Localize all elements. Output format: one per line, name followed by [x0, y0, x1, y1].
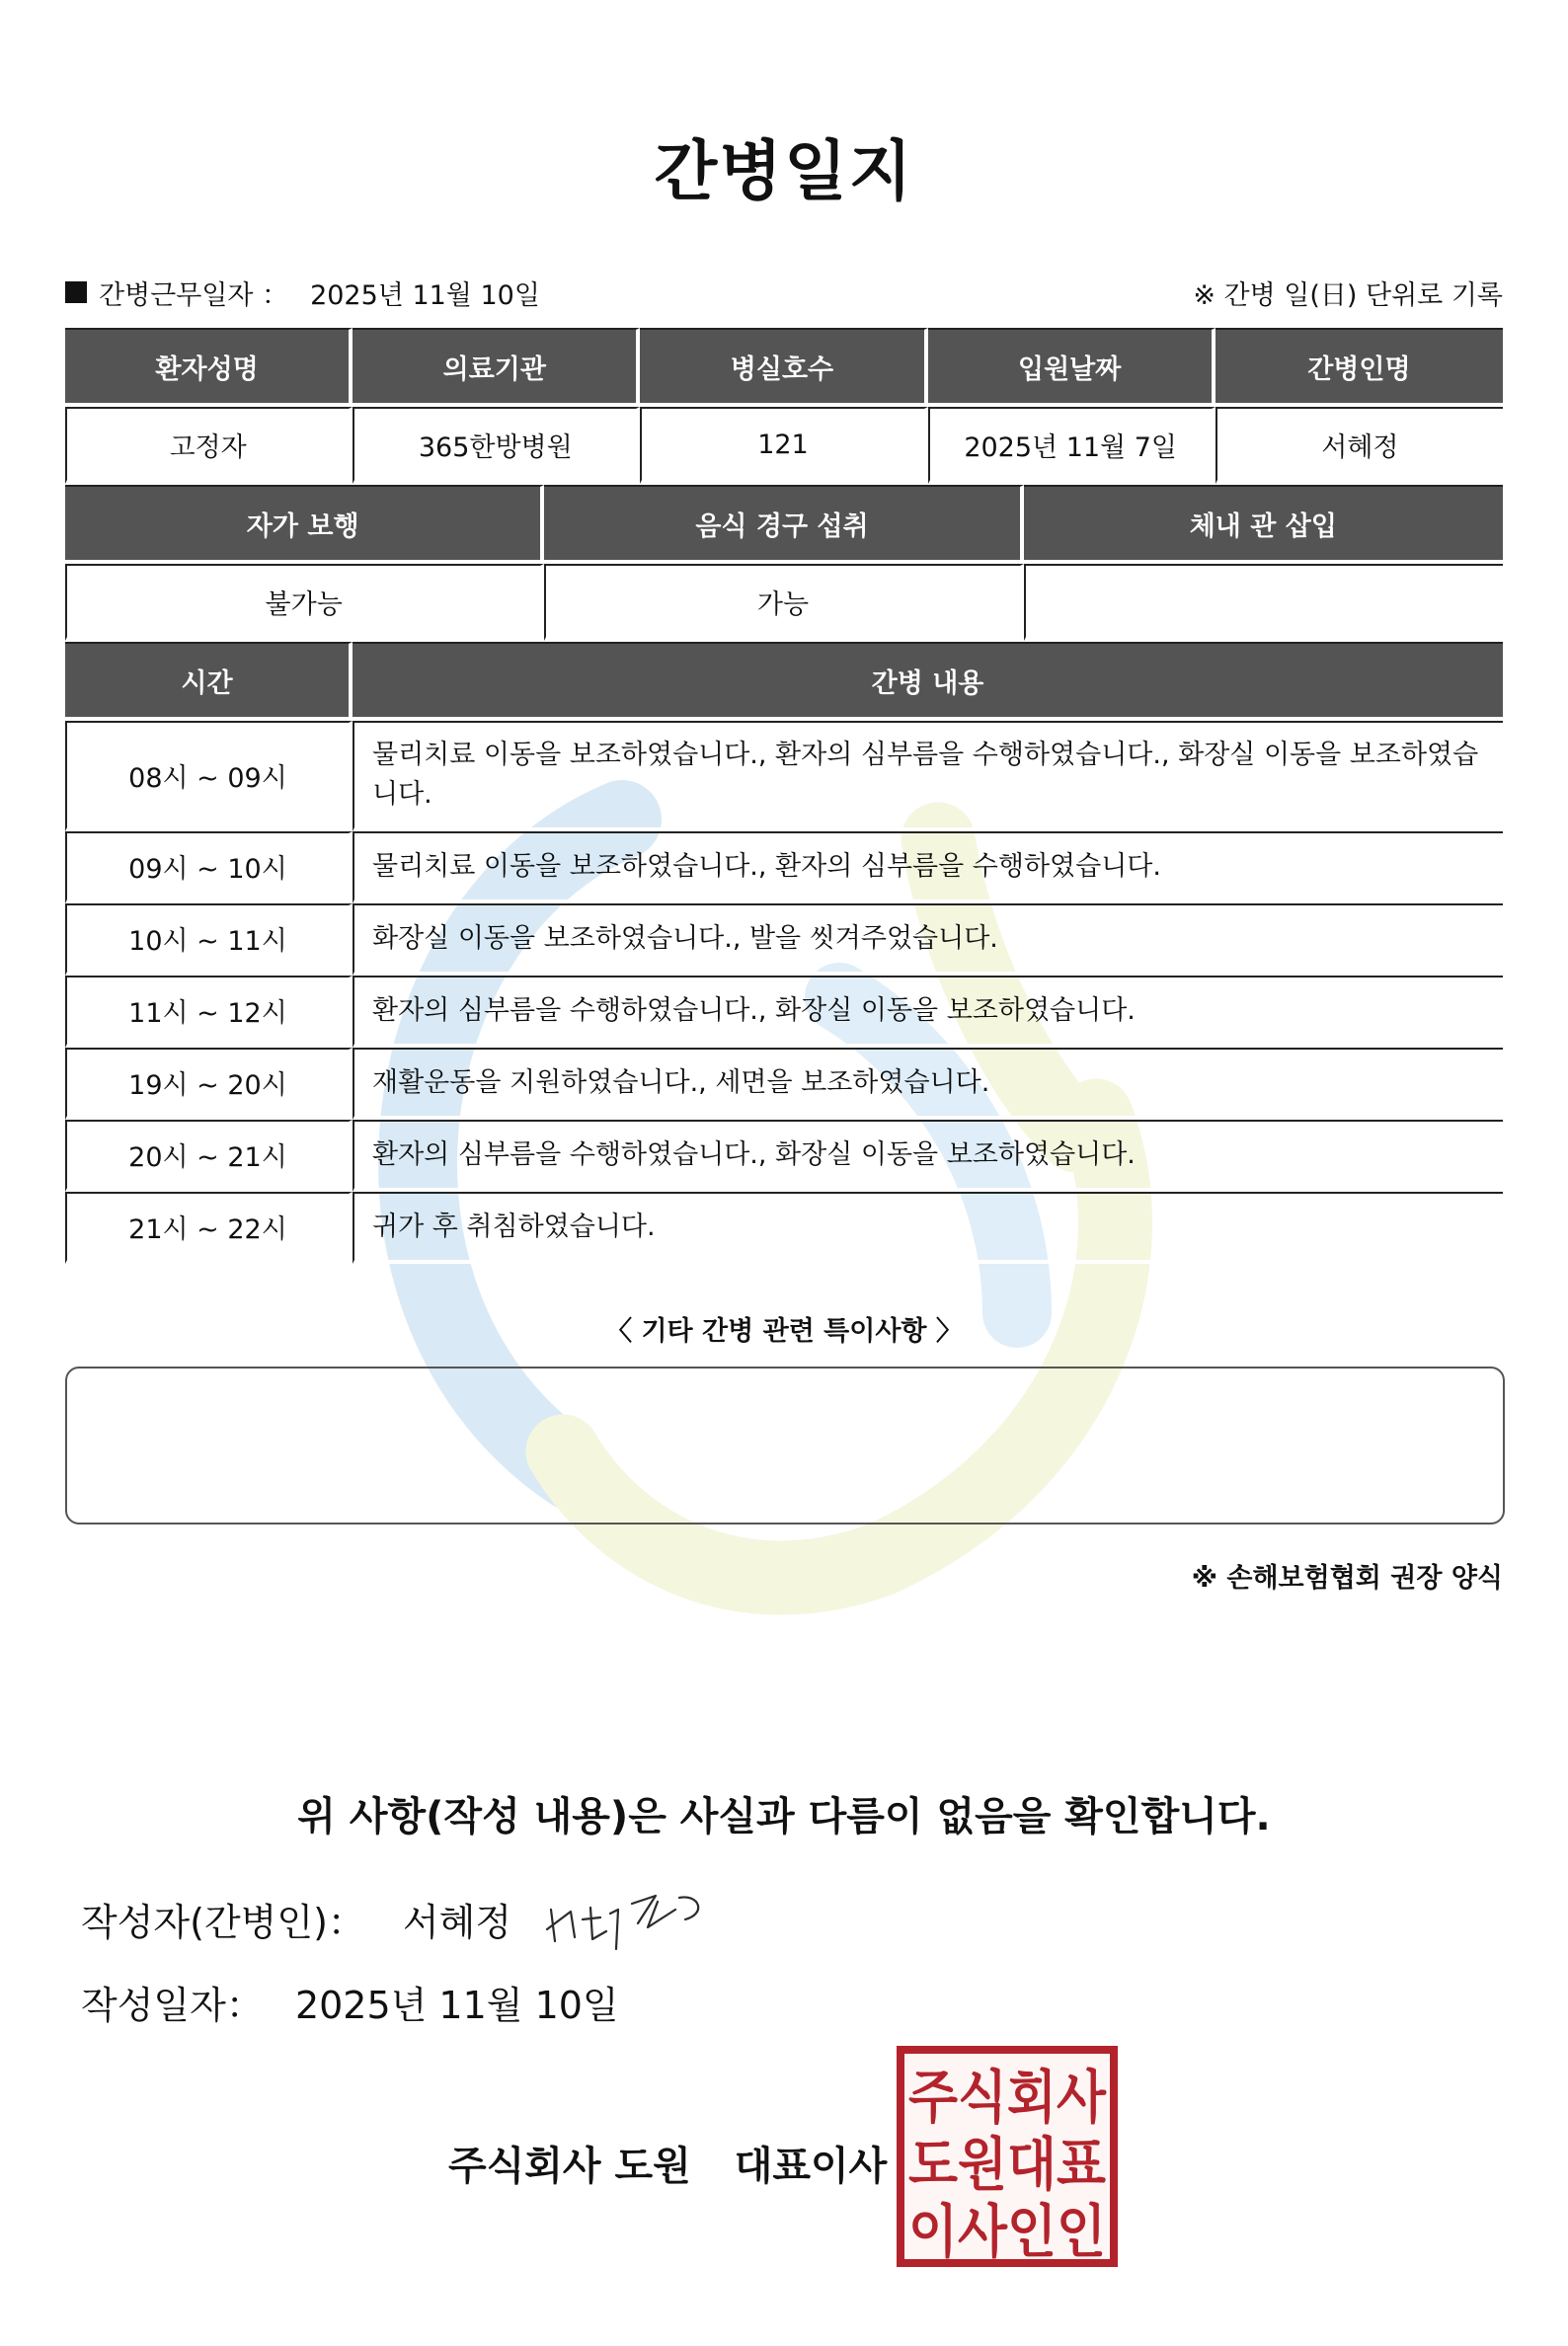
- table-row: [65, 1192, 1503, 1264]
- table-row: [65, 903, 1503, 976]
- form-source-note: ※ 손해보험협회 권장 양식: [1191, 1563, 1503, 1594]
- log-time: 10시 ~ 11시: [65, 903, 353, 976]
- hospital-name: 365한방병원: [353, 407, 640, 484]
- special-notes-box: [65, 1367, 1505, 1525]
- svg-text:이사인인: 이사인인: [908, 2198, 1106, 2265]
- representative-title: 대표이사: [734, 2144, 888, 2189]
- header-admission-date: 입원날짜: [928, 328, 1215, 407]
- table-row: [65, 976, 1503, 1048]
- header-self-walking: 자가 보행: [65, 485, 544, 564]
- writer-label: 작성자(간병인)：: [81, 1901, 365, 1944]
- document-title: 간병일지: [654, 133, 914, 209]
- log-time: 21시 ~ 22시: [65, 1192, 353, 1264]
- header-care-content: 간병 내용: [353, 642, 1503, 721]
- write-date-value: 2025년 11월 10일: [294, 1984, 619, 2027]
- log-time: 11시 ~ 12시: [65, 976, 353, 1048]
- oral-intake-value: 가능: [544, 564, 1023, 641]
- log-time: 20시 ~ 21시: [65, 1120, 353, 1192]
- header-time: 시간: [65, 642, 353, 721]
- company-seal-stamp: [897, 2046, 1118, 2267]
- header-caregiver-name: 간병인명: [1215, 328, 1503, 407]
- patient-name: 고정자: [65, 407, 353, 484]
- log-content: 귀가 후 취침하였습니다.: [353, 1192, 1503, 1264]
- header-tube-insertion: 체내 관 삽입: [1024, 485, 1503, 564]
- work-date-label: 간병근무일자 ：: [99, 279, 289, 311]
- header-oral-intake: 음식 경구 섭취: [544, 485, 1023, 564]
- table-row: [65, 721, 1503, 831]
- log-time: 19시 ~ 20시: [65, 1048, 353, 1120]
- svg-text:도원대표: 도원대표: [908, 2131, 1106, 2198]
- table-row: [65, 831, 1503, 903]
- room-number: 121: [640, 407, 927, 484]
- table-row: [65, 1048, 1503, 1120]
- record-unit-note: ※ 간병 일(日) 단위로 기록: [1193, 279, 1503, 311]
- caregiver-name: 서혜정: [1215, 407, 1503, 484]
- company-name: 주식회사 도원: [448, 2144, 691, 2189]
- writer-line: [81, 1892, 511, 1946]
- log-content: 물리치료 이동을 보조하였습니다., 환자의 심부름을 수행하였습니다.: [353, 831, 1503, 903]
- handwritten-signature: [541, 1880, 719, 1959]
- confirmation-statement: 위 사항(작성 내용)은 사실과 다름이 없음을 확인합니다.: [297, 1794, 1271, 1839]
- write-date-label: 작성일자：: [81, 1984, 264, 2027]
- table-row: [65, 1120, 1503, 1192]
- log-content: 물리치료 이동을 보조하였습니다., 환자의 심부름을 수행하였습니다., 화장실 이동을 보조하였습니다.: [353, 721, 1503, 831]
- work-date-value: 2025년 11월 10일: [310, 279, 540, 311]
- patient-status-table: [65, 485, 1503, 641]
- company-signature-line: [448, 2135, 887, 2191]
- admission-date: 2025년 11월 7일: [928, 407, 1215, 484]
- work-date: [65, 274, 540, 312]
- square-bullet-icon: [65, 281, 87, 303]
- special-notes-title: 〈 기타 간병 관련 특이사항 〉: [605, 1316, 963, 1347]
- tube-insertion-value: [1024, 564, 1503, 641]
- log-content: 재활운동을 지원하였습니다., 세면을 보조하였습니다.: [353, 1048, 1503, 1120]
- log-time: 08시 ~ 09시: [65, 721, 353, 831]
- write-date-line: [81, 1975, 619, 2029]
- table-row: [65, 564, 1503, 641]
- header-room-number: 병실호수: [640, 328, 927, 407]
- patient-info-table: [65, 328, 1503, 484]
- table-row: [65, 407, 1503, 484]
- log-content: 환자의 심부름을 수행하였습니다., 화장실 이동을 보조하였습니다.: [353, 1120, 1503, 1192]
- header-hospital: 의료기관: [353, 328, 640, 407]
- log-content: 환자의 심부름을 수행하였습니다., 화장실 이동을 보조하였습니다.: [353, 976, 1503, 1048]
- table-header-row: [65, 328, 1503, 407]
- log-time: 09시 ~ 10시: [65, 831, 353, 903]
- table-header-row: [65, 642, 1503, 721]
- meta-row: [65, 273, 1503, 312]
- log-content: 화장실 이동을 보조하였습니다., 발을 씻겨주었습니다.: [353, 903, 1503, 976]
- care-log-table: [65, 642, 1503, 1264]
- writer-name: 서혜정: [402, 1901, 512, 1944]
- svg-text:주식회사: 주식회사: [908, 2064, 1107, 2131]
- self-walking-value: 불가능: [65, 564, 544, 641]
- table-header-row: [65, 485, 1503, 564]
- header-patient-name: 환자성명: [65, 328, 353, 407]
